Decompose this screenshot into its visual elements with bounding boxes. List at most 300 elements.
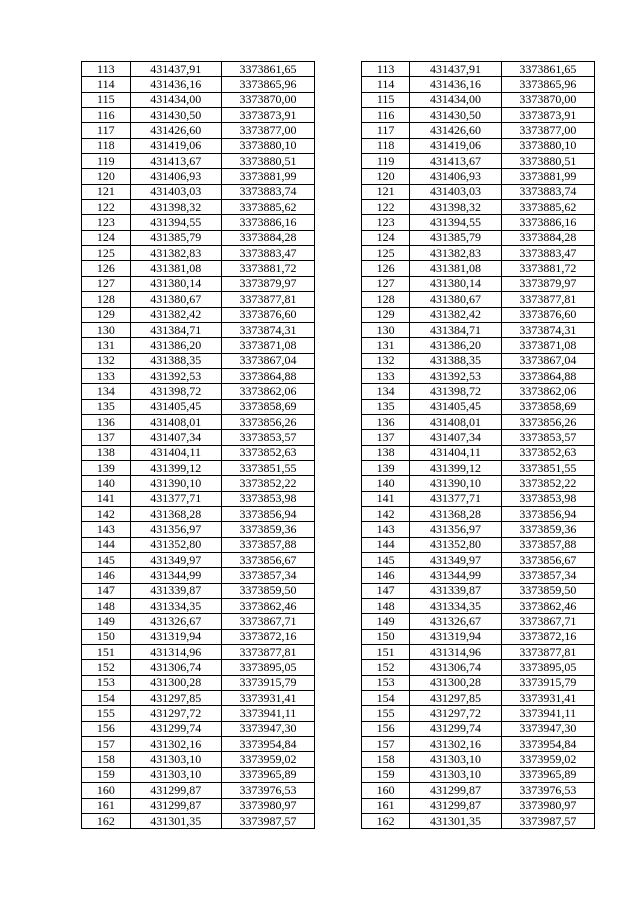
right-y-coordinate-cell: 3373880,51 — [501, 154, 594, 169]
left-x-coordinate-cell: 431386,20 — [130, 338, 221, 353]
table-row — [82, 522, 595, 537]
column-gap — [315, 261, 362, 276]
right-x-coordinate-cell: 431434,00 — [410, 92, 501, 107]
table-row — [82, 338, 595, 353]
left-point-number-cell: 131 — [82, 338, 131, 353]
right-y-coordinate-cell: 3373853,98 — [501, 491, 594, 506]
right-point-number-cell: 157 — [361, 737, 410, 752]
right-y-coordinate-cell: 3373883,74 — [501, 184, 594, 199]
right-point-number-cell: 145 — [361, 553, 410, 568]
right-y-coordinate-cell: 3373853,57 — [501, 430, 594, 445]
left-x-coordinate-cell: 431368,28 — [130, 506, 221, 521]
column-gap — [315, 399, 362, 414]
left-x-coordinate-cell: 431426,60 — [130, 123, 221, 138]
right-x-coordinate-cell: 431405,45 — [410, 399, 501, 414]
left-point-number-cell: 117 — [82, 123, 131, 138]
left-point-number-cell: 159 — [82, 767, 131, 782]
right-point-number-cell: 156 — [361, 721, 410, 736]
left-point-number-cell: 124 — [82, 230, 131, 245]
right-y-coordinate-cell: 3373959,02 — [501, 752, 594, 767]
left-point-number-cell: 152 — [82, 660, 131, 675]
left-x-coordinate-cell: 431405,45 — [130, 399, 221, 414]
column-gap — [315, 77, 362, 92]
right-y-coordinate-cell: 3373858,69 — [501, 399, 594, 414]
right-y-coordinate-cell: 3373915,79 — [501, 675, 594, 690]
table-row — [82, 261, 595, 276]
left-x-coordinate-cell: 431404,11 — [130, 445, 221, 460]
right-point-number-cell: 152 — [361, 660, 410, 675]
left-point-number-cell: 135 — [82, 399, 131, 414]
right-y-coordinate-cell: 3373873,91 — [501, 108, 594, 123]
right-point-number-cell: 150 — [361, 629, 410, 644]
column-gap — [315, 430, 362, 445]
left-x-coordinate-cell: 431302,16 — [130, 737, 221, 752]
right-point-number-cell: 118 — [361, 138, 410, 153]
right-x-coordinate-cell: 431349,97 — [410, 553, 501, 568]
table-row — [82, 460, 595, 475]
column-gap — [315, 215, 362, 230]
right-y-coordinate-cell: 3373987,57 — [501, 813, 594, 828]
left-x-coordinate-cell: 431381,08 — [130, 261, 221, 276]
left-x-coordinate-cell: 431434,00 — [130, 92, 221, 107]
left-x-coordinate-cell: 431380,14 — [130, 276, 221, 291]
left-y-coordinate-cell: 3373862,06 — [221, 384, 314, 399]
column-gap — [315, 767, 362, 782]
column-gap — [315, 706, 362, 721]
right-x-coordinate-cell: 431413,67 — [410, 154, 501, 169]
left-x-coordinate-cell: 431349,97 — [130, 553, 221, 568]
left-y-coordinate-cell: 3373959,02 — [221, 752, 314, 767]
left-x-coordinate-cell: 431339,87 — [130, 583, 221, 598]
right-point-number-cell: 159 — [361, 767, 410, 782]
right-y-coordinate-cell: 3373861,65 — [501, 62, 594, 77]
left-point-number-cell: 149 — [82, 614, 131, 629]
left-x-coordinate-cell: 431377,71 — [130, 491, 221, 506]
left-x-coordinate-cell: 431408,01 — [130, 414, 221, 429]
left-y-coordinate-cell: 3373947,30 — [221, 721, 314, 736]
right-y-coordinate-cell: 3373851,55 — [501, 460, 594, 475]
right-y-coordinate-cell: 3373884,28 — [501, 230, 594, 245]
column-gap — [315, 491, 362, 506]
right-x-coordinate-cell: 431303,10 — [410, 767, 501, 782]
right-y-coordinate-cell: 3373881,99 — [501, 169, 594, 184]
column-gap — [315, 783, 362, 798]
left-x-coordinate-cell: 431300,28 — [130, 675, 221, 690]
right-x-coordinate-cell: 431339,87 — [410, 583, 501, 598]
column-gap — [315, 246, 362, 261]
left-point-number-cell: 161 — [82, 798, 131, 813]
column-gap — [315, 568, 362, 583]
left-x-coordinate-cell: 431403,03 — [130, 184, 221, 199]
right-y-coordinate-cell: 3373976,53 — [501, 783, 594, 798]
left-point-number-cell: 121 — [82, 184, 131, 199]
table-row — [82, 614, 595, 629]
column-gap — [315, 813, 362, 828]
right-y-coordinate-cell: 3373857,88 — [501, 537, 594, 552]
left-y-coordinate-cell: 3373873,91 — [221, 108, 314, 123]
table-row — [82, 568, 595, 583]
right-point-number-cell: 151 — [361, 645, 410, 660]
table-row — [82, 506, 595, 521]
right-point-number-cell: 124 — [361, 230, 410, 245]
left-y-coordinate-cell: 3373881,72 — [221, 261, 314, 276]
left-x-coordinate-cell: 431314,96 — [130, 645, 221, 660]
left-x-coordinate-cell: 431436,16 — [130, 77, 221, 92]
left-y-coordinate-cell: 3373880,10 — [221, 138, 314, 153]
right-point-number-cell: 135 — [361, 399, 410, 414]
column-gap — [315, 123, 362, 138]
left-y-coordinate-cell: 3373859,50 — [221, 583, 314, 598]
table-row — [82, 660, 595, 675]
coordinates-table-body — [82, 62, 595, 829]
left-point-number-cell: 155 — [82, 706, 131, 721]
right-y-coordinate-cell: 3373874,31 — [501, 322, 594, 337]
right-x-coordinate-cell: 431299,87 — [410, 783, 501, 798]
right-point-number-cell: 120 — [361, 169, 410, 184]
right-y-coordinate-cell: 3373865,96 — [501, 77, 594, 92]
left-point-number-cell: 158 — [82, 752, 131, 767]
left-x-coordinate-cell: 431299,74 — [130, 721, 221, 736]
table-row — [82, 62, 595, 77]
right-x-coordinate-cell: 431380,14 — [410, 276, 501, 291]
right-y-coordinate-cell: 3373867,04 — [501, 353, 594, 368]
left-y-coordinate-cell: 3373862,46 — [221, 599, 314, 614]
right-x-coordinate-cell: 431407,34 — [410, 430, 501, 445]
table-row — [82, 445, 595, 460]
left-x-coordinate-cell: 431303,10 — [130, 767, 221, 782]
right-y-coordinate-cell: 3373862,46 — [501, 599, 594, 614]
right-y-coordinate-cell: 3373877,00 — [501, 123, 594, 138]
left-y-coordinate-cell: 3373877,81 — [221, 645, 314, 660]
right-point-number-cell: 116 — [361, 108, 410, 123]
right-x-coordinate-cell: 431314,96 — [410, 645, 501, 660]
right-x-coordinate-cell: 431398,72 — [410, 384, 501, 399]
right-point-number-cell: 141 — [361, 491, 410, 506]
table-row — [82, 353, 595, 368]
column-gap — [315, 445, 362, 460]
left-y-coordinate-cell: 3373871,08 — [221, 338, 314, 353]
left-point-number-cell: 136 — [82, 414, 131, 429]
table-row — [82, 476, 595, 491]
left-point-number-cell: 113 — [82, 62, 131, 77]
left-point-number-cell: 160 — [82, 783, 131, 798]
right-point-number-cell: 117 — [361, 123, 410, 138]
right-x-coordinate-cell: 431430,50 — [410, 108, 501, 123]
table-row — [82, 368, 595, 383]
right-x-coordinate-cell: 431388,35 — [410, 353, 501, 368]
right-point-number-cell: 146 — [361, 568, 410, 583]
table-row — [82, 138, 595, 153]
left-y-coordinate-cell: 3373859,36 — [221, 522, 314, 537]
right-x-coordinate-cell: 431301,35 — [410, 813, 501, 828]
left-point-number-cell: 120 — [82, 169, 131, 184]
table-row — [82, 629, 595, 644]
left-y-coordinate-cell: 3373941,11 — [221, 706, 314, 721]
right-x-coordinate-cell: 431381,08 — [410, 261, 501, 276]
right-x-coordinate-cell: 431299,74 — [410, 721, 501, 736]
column-gap — [315, 414, 362, 429]
table-row — [82, 767, 595, 782]
left-point-number-cell: 156 — [82, 721, 131, 736]
column-gap — [315, 506, 362, 521]
right-y-coordinate-cell: 3373852,22 — [501, 476, 594, 491]
left-x-coordinate-cell: 431382,83 — [130, 246, 221, 261]
right-point-number-cell: 136 — [361, 414, 410, 429]
column-gap — [315, 721, 362, 736]
right-point-number-cell: 144 — [361, 537, 410, 552]
left-point-number-cell: 153 — [82, 675, 131, 690]
left-y-coordinate-cell: 3373851,55 — [221, 460, 314, 475]
left-x-coordinate-cell: 431344,99 — [130, 568, 221, 583]
left-point-number-cell: 126 — [82, 261, 131, 276]
left-y-coordinate-cell: 3373872,16 — [221, 629, 314, 644]
table-row — [82, 169, 595, 184]
table-row — [82, 752, 595, 767]
table-row — [82, 813, 595, 828]
table-row — [82, 215, 595, 230]
right-y-coordinate-cell: 3373856,67 — [501, 553, 594, 568]
right-point-number-cell: 149 — [361, 614, 410, 629]
table-row — [82, 200, 595, 215]
right-x-coordinate-cell: 431297,85 — [410, 691, 501, 706]
right-point-number-cell: 161 — [361, 798, 410, 813]
right-x-coordinate-cell: 431426,60 — [410, 123, 501, 138]
left-y-coordinate-cell: 3373865,96 — [221, 77, 314, 92]
right-x-coordinate-cell: 431419,06 — [410, 138, 501, 153]
left-y-coordinate-cell: 3373883,47 — [221, 246, 314, 261]
left-x-coordinate-cell: 431297,72 — [130, 706, 221, 721]
left-point-number-cell: 116 — [82, 108, 131, 123]
right-y-coordinate-cell: 3373931,41 — [501, 691, 594, 706]
left-x-coordinate-cell: 431299,87 — [130, 783, 221, 798]
left-x-coordinate-cell: 431399,12 — [130, 460, 221, 475]
left-y-coordinate-cell: 3373881,99 — [221, 169, 314, 184]
column-gap — [315, 691, 362, 706]
right-y-coordinate-cell: 3373859,50 — [501, 583, 594, 598]
left-y-coordinate-cell: 3373965,89 — [221, 767, 314, 782]
left-x-coordinate-cell: 431303,10 — [130, 752, 221, 767]
right-point-number-cell: 123 — [361, 215, 410, 230]
left-point-number-cell: 123 — [82, 215, 131, 230]
left-x-coordinate-cell: 431380,67 — [130, 292, 221, 307]
right-x-coordinate-cell: 431437,91 — [410, 62, 501, 77]
left-point-number-cell: 115 — [82, 92, 131, 107]
left-y-coordinate-cell: 3373877,81 — [221, 292, 314, 307]
column-gap — [315, 752, 362, 767]
table-row — [82, 553, 595, 568]
right-x-coordinate-cell: 431303,10 — [410, 752, 501, 767]
table-row — [82, 414, 595, 429]
left-y-coordinate-cell: 3373856,94 — [221, 506, 314, 521]
right-point-number-cell: 125 — [361, 246, 410, 261]
column-gap — [315, 322, 362, 337]
left-x-coordinate-cell: 431407,34 — [130, 430, 221, 445]
right-y-coordinate-cell: 3373883,47 — [501, 246, 594, 261]
table-row — [82, 675, 595, 690]
left-point-number-cell: 150 — [82, 629, 131, 644]
table-row — [82, 307, 595, 322]
right-x-coordinate-cell: 431398,32 — [410, 200, 501, 215]
left-x-coordinate-cell: 431385,79 — [130, 230, 221, 245]
right-x-coordinate-cell: 431408,01 — [410, 414, 501, 429]
right-y-coordinate-cell: 3373870,00 — [501, 92, 594, 107]
right-point-number-cell: 142 — [361, 506, 410, 521]
table-row — [82, 184, 595, 199]
right-x-coordinate-cell: 431394,55 — [410, 215, 501, 230]
table-row — [82, 537, 595, 552]
right-x-coordinate-cell: 431356,97 — [410, 522, 501, 537]
left-x-coordinate-cell: 431356,97 — [130, 522, 221, 537]
left-point-number-cell: 128 — [82, 292, 131, 307]
right-point-number-cell: 143 — [361, 522, 410, 537]
left-point-number-cell: 122 — [82, 200, 131, 215]
table-row — [82, 645, 595, 660]
table-row — [82, 108, 595, 123]
left-point-number-cell: 162 — [82, 813, 131, 828]
right-x-coordinate-cell: 431326,67 — [410, 614, 501, 629]
table-row — [82, 399, 595, 414]
column-gap — [315, 108, 362, 123]
right-x-coordinate-cell: 431368,28 — [410, 506, 501, 521]
left-y-coordinate-cell: 3373987,57 — [221, 813, 314, 828]
column-gap — [315, 292, 362, 307]
table-row — [82, 798, 595, 813]
right-x-coordinate-cell: 431382,42 — [410, 307, 501, 322]
left-x-coordinate-cell: 431398,72 — [130, 384, 221, 399]
left-y-coordinate-cell: 3373883,74 — [221, 184, 314, 199]
right-point-number-cell: 114 — [361, 77, 410, 92]
table-row — [82, 384, 595, 399]
right-y-coordinate-cell: 3373876,60 — [501, 307, 594, 322]
left-y-coordinate-cell: 3373880,51 — [221, 154, 314, 169]
right-point-number-cell: 153 — [361, 675, 410, 690]
right-y-coordinate-cell: 3373872,16 — [501, 629, 594, 644]
column-gap — [315, 537, 362, 552]
right-y-coordinate-cell: 3373980,97 — [501, 798, 594, 813]
column-gap — [315, 353, 362, 368]
column-gap — [315, 675, 362, 690]
left-point-number-cell: 140 — [82, 476, 131, 491]
left-point-number-cell: 154 — [82, 691, 131, 706]
right-x-coordinate-cell: 431386,20 — [410, 338, 501, 353]
left-point-number-cell: 147 — [82, 583, 131, 598]
right-y-coordinate-cell: 3373941,11 — [501, 706, 594, 721]
right-x-coordinate-cell: 431403,03 — [410, 184, 501, 199]
left-x-coordinate-cell: 431430,50 — [130, 108, 221, 123]
left-point-number-cell: 118 — [82, 138, 131, 153]
table-row — [82, 154, 595, 169]
table-row — [82, 491, 595, 506]
left-point-number-cell: 129 — [82, 307, 131, 322]
left-y-coordinate-cell: 3373870,00 — [221, 92, 314, 107]
table-row — [82, 583, 595, 598]
right-point-number-cell: 126 — [361, 261, 410, 276]
right-y-coordinate-cell: 3373880,10 — [501, 138, 594, 153]
left-point-number-cell: 142 — [82, 506, 131, 521]
right-x-coordinate-cell: 431344,99 — [410, 568, 501, 583]
right-x-coordinate-cell: 431377,71 — [410, 491, 501, 506]
left-point-number-cell: 148 — [82, 599, 131, 614]
table-row — [82, 737, 595, 752]
right-point-number-cell: 138 — [361, 445, 410, 460]
table-row — [82, 276, 595, 291]
left-x-coordinate-cell: 431334,35 — [130, 599, 221, 614]
left-x-coordinate-cell: 431384,71 — [130, 322, 221, 337]
left-y-coordinate-cell: 3373864,88 — [221, 368, 314, 383]
right-y-coordinate-cell: 3373852,63 — [501, 445, 594, 460]
column-gap — [315, 62, 362, 77]
right-point-number-cell: 162 — [361, 813, 410, 828]
left-y-coordinate-cell: 3373931,41 — [221, 691, 314, 706]
right-point-number-cell: 140 — [361, 476, 410, 491]
column-gap — [315, 368, 362, 383]
right-x-coordinate-cell: 431399,12 — [410, 460, 501, 475]
right-point-number-cell: 160 — [361, 783, 410, 798]
column-gap — [315, 583, 362, 598]
right-y-coordinate-cell: 3373867,71 — [501, 614, 594, 629]
table-row — [82, 77, 595, 92]
right-point-number-cell: 132 — [361, 353, 410, 368]
left-y-coordinate-cell: 3373976,53 — [221, 783, 314, 798]
table-row — [82, 230, 595, 245]
right-y-coordinate-cell: 3373881,72 — [501, 261, 594, 276]
right-y-coordinate-cell: 3373877,81 — [501, 292, 594, 307]
right-point-number-cell: 147 — [361, 583, 410, 598]
left-y-coordinate-cell: 3373856,67 — [221, 553, 314, 568]
column-gap — [315, 599, 362, 614]
coordinates-table — [81, 61, 595, 829]
left-x-coordinate-cell: 431299,87 — [130, 798, 221, 813]
right-point-number-cell: 137 — [361, 430, 410, 445]
column-gap — [315, 92, 362, 107]
right-point-number-cell: 115 — [361, 92, 410, 107]
left-x-coordinate-cell: 431413,67 — [130, 154, 221, 169]
left-y-coordinate-cell: 3373856,26 — [221, 414, 314, 429]
table-row — [82, 322, 595, 337]
right-point-number-cell: 148 — [361, 599, 410, 614]
table-row — [82, 706, 595, 721]
right-x-coordinate-cell: 431385,79 — [410, 230, 501, 245]
right-point-number-cell: 127 — [361, 276, 410, 291]
column-gap — [315, 307, 362, 322]
left-y-coordinate-cell: 3373857,88 — [221, 537, 314, 552]
right-point-number-cell: 155 — [361, 706, 410, 721]
right-x-coordinate-cell: 431380,67 — [410, 292, 501, 307]
right-x-coordinate-cell: 431297,72 — [410, 706, 501, 721]
left-point-number-cell: 130 — [82, 322, 131, 337]
left-point-number-cell: 139 — [82, 460, 131, 475]
left-x-coordinate-cell: 431297,85 — [130, 691, 221, 706]
column-gap — [315, 798, 362, 813]
table-row — [82, 430, 595, 445]
left-point-number-cell: 157 — [82, 737, 131, 752]
left-point-number-cell: 133 — [82, 368, 131, 383]
left-point-number-cell: 151 — [82, 645, 131, 660]
column-gap — [315, 230, 362, 245]
right-x-coordinate-cell: 431302,16 — [410, 737, 501, 752]
left-point-number-cell: 137 — [82, 430, 131, 445]
right-y-coordinate-cell: 3373877,81 — [501, 645, 594, 660]
left-y-coordinate-cell: 3373879,97 — [221, 276, 314, 291]
right-point-number-cell: 158 — [361, 752, 410, 767]
left-y-coordinate-cell: 3373852,63 — [221, 445, 314, 460]
right-x-coordinate-cell: 431390,10 — [410, 476, 501, 491]
left-x-coordinate-cell: 431326,67 — [130, 614, 221, 629]
column-gap — [315, 476, 362, 491]
left-point-number-cell: 146 — [82, 568, 131, 583]
left-y-coordinate-cell: 3373876,60 — [221, 307, 314, 322]
right-y-coordinate-cell: 3373895,05 — [501, 660, 594, 675]
